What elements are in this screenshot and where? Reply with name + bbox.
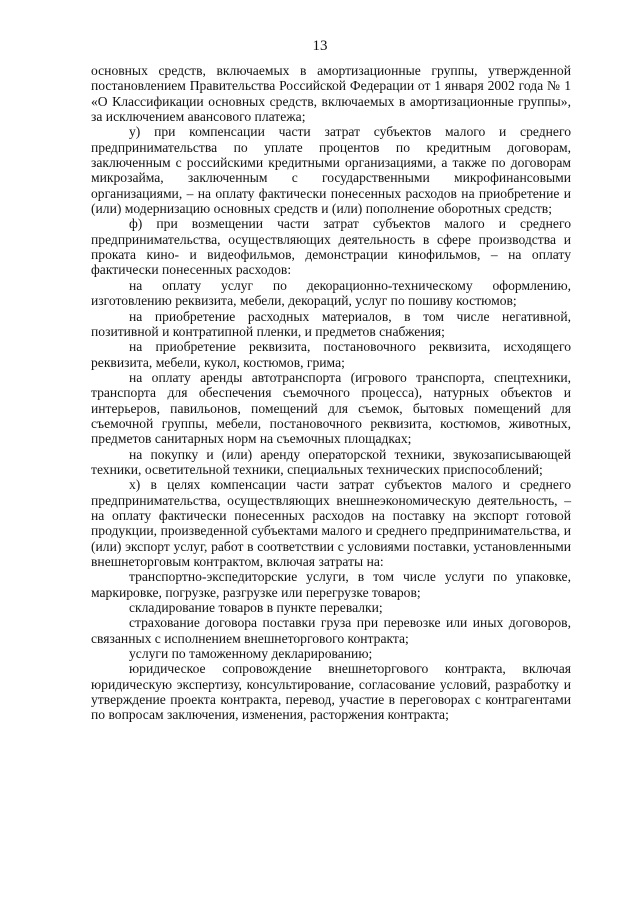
paragraph-subitem: на оплату услуг по декорационно-техническому оформлению, изготовлению реквизита, мебели, декораций, услуг по пошиву костюмов; bbox=[91, 277, 571, 309]
document-body bbox=[91, 63, 571, 723]
paragraph-item-f: ф) при возмещении части затрат субъектов малого и среднего предпринимательства, осуществляющих деятельность в сфере производства и проката кино- и видеофильмов, демонстрации кинофильмов, – на оплату фактически понесенных расходов: bbox=[91, 216, 571, 278]
paragraph-subitem: транспортно-экспедиторские услуги, в том числе услуги по упаковке, маркировке, погрузке, разгрузке или перегрузке товаров; bbox=[91, 569, 571, 600]
paragraph-subitem: на покупку и (или) аренду операторской техники, звукозаписывающей техники, осветительной техники, специальных технических приспособлений; bbox=[91, 446, 571, 477]
paragraph-subitem: на приобретение расходных материалов, в том числе негативной, позитивной и контратипной пленки, и предметов снабжения; bbox=[91, 308, 571, 339]
paragraph-subitem: юридическое сопровождение внешнеторгового контракта, включая юридическую экспертизу, консультирование, согласование условий, разработку и утверждение проекта контракта, перевод, участие в переговорах с контрагентами по вопросам заключения, изменения, расторжения контракта; bbox=[91, 661, 571, 723]
paragraph-subitem: на оплату аренды автотранспорта (игрового транспорта, спецтехники, транспорта для обеспечения съемочного процесса), натурных объектов и интерьеров, павильонов, помещений для съемок, бытовых помещений для съемочной группы, мебели, постановочного реквизита, костюмов, животных, предметов санитарных норм на съемочных площадках; bbox=[91, 369, 571, 447]
paragraph-subitem: на приобретение реквизита, постановочного реквизита, исходящего реквизита, мебели, кукол, костюмов, грима; bbox=[91, 339, 571, 370]
paragraph-continuation: основных средств, включаемых в амортизационные группы, утвержденной постановлением Правительства Российской Федерации от 1 января 2002 года № 1 «О Классификации основных средств, включаемых в амортизационные группы», за исключением авансового платежа; bbox=[91, 63, 571, 125]
page-number: 13 bbox=[312, 38, 328, 54]
paragraph-subitem: услуги по таможенному декларированию; bbox=[129, 646, 373, 662]
paragraph-subitem: складирование товаров в пункте перевалки; bbox=[129, 600, 383, 616]
paragraph-item-u: у) при компенсации части затрат субъектов малого и среднего предпринимательства по уплате процентов по кредитным договорам, заключенным с российскими кредитными организациями, а также по договорам микрозайма, заключенным с государственными микрофинансовыми организациями, – на оплату фактически понесенных расходов на приобретение и (или) модернизацию основных средств и (или) пополнение оборотных средств; bbox=[91, 124, 571, 217]
paragraph-item-kh: х) в целях компенсации части затрат субъектов малого и среднего предпринимательства, осуществляющих внешнеэкономическую деятельность, – на оплату фактически понесенных расходов на поставку на экспорт готовой продукции, произведенной субъектами малого и среднего предпринимательства, и (или) экспорт услуг, работ в соответствии с условиями поставки, установленными внешнеторговым контрактом, включая затраты на: bbox=[91, 477, 571, 569]
paragraph-subitem: страхование договора поставки груза при перевозке или иных договоров, связанных с исполнением внешнеторгового контракта; bbox=[91, 615, 571, 646]
